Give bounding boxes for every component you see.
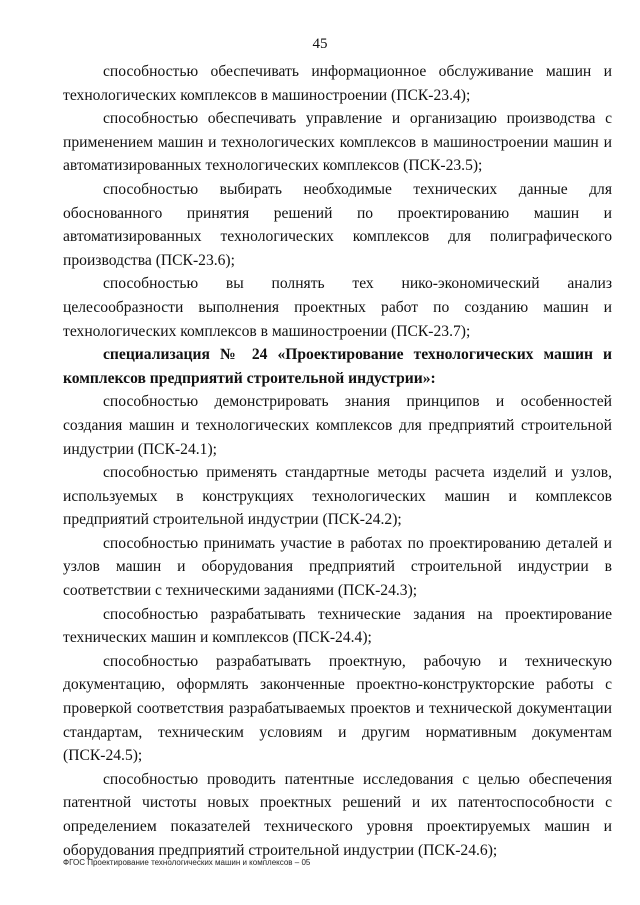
- specialization-heading: специализация № 24 «Проектирование технологических машин и комплексов предприятий строительной индустрии»:: [63, 346, 612, 387]
- paragraph-psk-23-4: способностью обеспечивать информационное обслуживание машин и технологических комплексов в машиностроении (ПСК-23.4);: [63, 63, 612, 104]
- paragraph-psk-24-3: способностью принимать участие в работах по проектированию деталей и узлов машин и оборудования предприятий строительной индустрии в соответствии с техническими заданиями (ПСК-24.3);: [63, 534, 612, 600]
- paragraph-psk-24-2: способностью применять стандартные методы расчета изделий и узлов, используемых в конструкциях технологических машин и комплексов предприятий строительной индустрии (ПСК-24.2);: [63, 464, 612, 529]
- paragraph-psk-24-1: способностью демонстрировать знания принципов и особенностей создания машин и технологических комплексов для предприятий строительной индустрии (ПСК-24.1);: [63, 393, 612, 458]
- paragraph-psk-23-6: способностью выбирать необходимые технических данные для обоснованного принятия решений по проектированию машин и автоматизированных технологических комплексов для полиграфического производства (ПСК-23.6);: [63, 180, 612, 269]
- page-number: 45: [312, 36, 328, 52]
- paragraph-psk-24-6: способностью проводить патентные исследования с целью обеспечения патентной чистоты новых проектных решений и их патентоспособности с определением показателей технического уровня проектируемых машин и оборудования предприятий строительной индустрии (ПСК-24.6);: [63, 770, 612, 859]
- page-content: [63, 60, 612, 862]
- paragraph-psk-23-7: способностью вы полнять тех нико-экономический анализ целесообразности выполнения проектных работ по созданию машин и технологических комплексов в машиностроении (ПСК-23.7);: [63, 275, 612, 340]
- paragraph-psk-23-5: способностью обеспечивать управление и организацию производства с применением машин и технологических комплексов в машиностроении машин и автоматизированных технологических комплексов (ПСК-23.5);: [63, 110, 612, 175]
- page-footer: ФГОС Проектирование технологических машин и комплексов – 05: [63, 858, 311, 867]
- paragraph-psk-24-5: способностью разрабатывать проектную, рабочую и техническую документацию, оформлять законченные проектно-конструкторские работы с проверкой соответствия разрабатываемых проектов и технической документации стандартам, техническим условиям и другим нормативным документам (ПСК-24.5);: [63, 652, 612, 765]
- paragraph-psk-24-4: способностью разрабатывать технические задания на проектирование технических машин и комплексов (ПСК-24.4);: [63, 605, 612, 647]
